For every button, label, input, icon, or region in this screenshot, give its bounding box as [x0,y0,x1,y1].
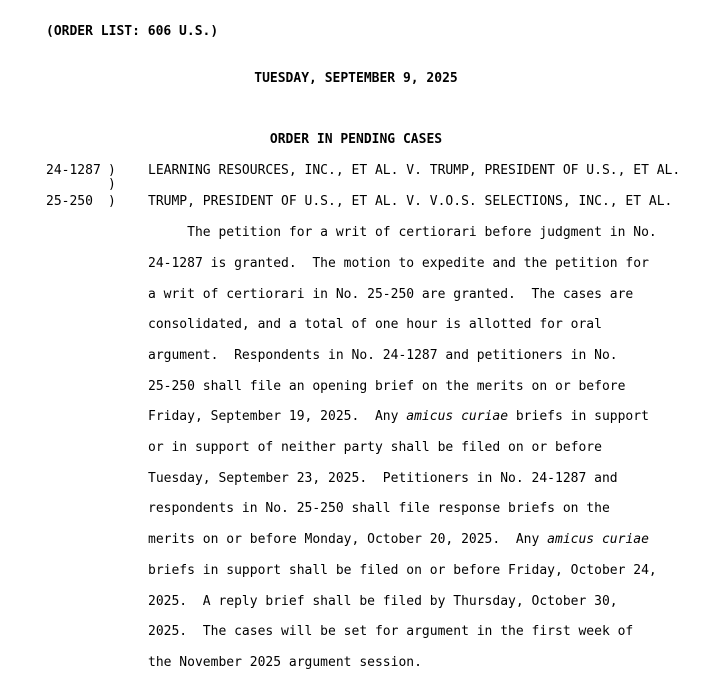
case-docket: 24-1287 [46,163,101,178]
case-caption: LEARNING RESOURCES, INC., ET AL. V. TRUMP, PRESIDENT OF U.S., ET AL. [148,163,681,178]
case-caption: TRUMP, PRESIDENT OF U.S., ET AL. V. V.O.S. SELECTIONS, INC., ET AL. [148,194,673,209]
order-text-line: briefs in support shall be filed on or before Friday, October 24, [148,563,657,578]
order-list-heading: (ORDER LIST: 606 U.S.) [46,24,219,39]
order-text-segment: merits on or before Monday, October 20, 2025. Any [148,532,548,547]
order-text-line: 25-250 shall file an opening brief on the merits on or before [148,379,626,394]
order-text-line [148,532,688,548]
order-text-line: 24-1287 is granted. The motion to expedite and the petition for [148,256,649,271]
case-bracket: ) [108,163,116,178]
order-text-segment: Friday, September 19, 2025. Any [148,409,407,424]
amicus-curiae-term: amicus curiae [406,409,509,424]
amicus-curiae-term: amicus curiae [547,532,649,547]
case-bracket: ) [108,194,116,209]
order-text-line: argument. Respondents in No. 24-1287 and petitioners in No. [148,348,618,363]
order-text-line: a writ of certiorari in No. 25-250 are granted. The cases are [148,287,634,302]
order-date: TUESDAY, SEPTEMBER 9, 2025 [254,71,458,86]
order-text-line: 2025. The cases will be set for argument in the first week of [148,624,634,639]
order-text-line: Tuesday, September 23, 2025. Petitioners in No. 24-1287 and [148,471,618,486]
order-text-line: consolidated, and a total of one hour is allotted for oral [148,317,602,332]
case-bracket: ) [108,177,116,192]
order-text-line: The petition for a writ of certiorari before judgment in No. [148,225,657,240]
order-text-line [148,409,688,425]
order-text-line: the November 2025 argument session. [148,655,422,670]
order-text-segment: briefs in support [508,409,649,424]
case-docket: 25-250 [46,194,93,209]
section-title: ORDER IN PENDING CASES [269,132,443,147]
order-text-line: or in support of neither party shall be filed on or before [148,440,602,455]
order-text-line: 2025. A reply brief shall be filed by Thursday, October 30, [148,594,618,609]
order-text-line: respondents in No. 25-250 shall file response briefs on the [148,501,610,516]
